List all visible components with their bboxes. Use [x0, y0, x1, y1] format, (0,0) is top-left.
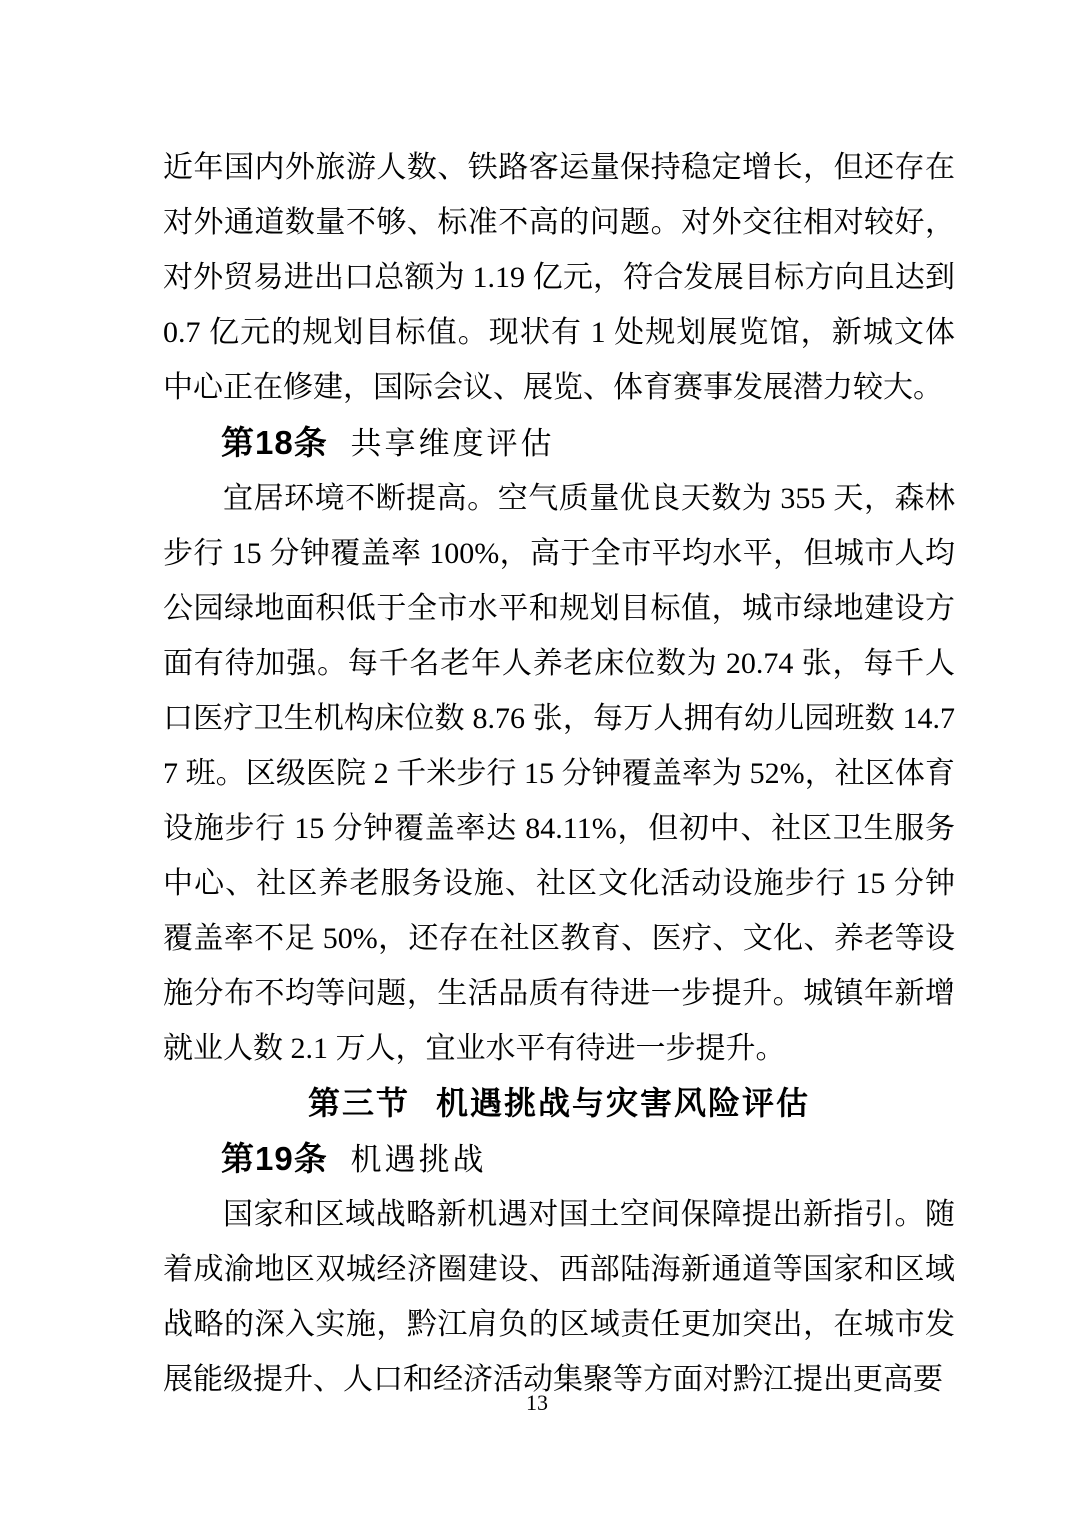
article-18-heading: [163, 415, 955, 471]
section-3-title: 机遇挑战与灾害风险评估: [436, 1085, 811, 1121]
paragraph-transport-trade-continuation: 近年国内外旅游人数、铁路客运量保持稳定增长，但还存在对外通道数量不够、标准不高的问题。对外交往相对较好，对外贸易进出口总额为 1.19 亿元，符合发展目标方向且达到 0.7 亿元的规划目标值。现状有 1 处规划展览馆，新城文体中心正在修建，国际会议、展览、体育赛事发展潜力较大。: [163, 151, 955, 404]
section-3-label: 第三节: [307, 1085, 410, 1121]
section-3-heading: [163, 1076, 955, 1131]
article-19-heading: [163, 1131, 955, 1187]
article-18-title: 共享维度评估: [350, 426, 555, 461]
text-column: [163, 140, 955, 1407]
article-18-label: 第18条: [221, 424, 328, 461]
paragraph-livability-assessment: 宜居环境不断提高。空气质量优良天数为 355 天，森林步行 15 分钟覆盖率 100%，高于全市平均水平，但城市人均公园绿地面积低于全市水平和规划目标值，城市绿地建设方面有待加强。每千名老年人养老床位数为 20.74 张，每千人口医疗卫生机构床位数 8.76 张，每万人拥有幼儿园班数 14.77 班。区级医院 2 千米步行 15 分钟覆盖率为 52%，社区体育设施步行 15 分钟覆盖率达 84.11%，但初中、社区卫生服务中心、社区养老服务设施、社区文化活动设施步行 15 分钟覆盖率不足 50%，还存在社区教育、医疗、文化、养老等设施分布不均等问题，生活品质有待进一步提升。城镇年新增就业人数 2.1 万人，宜业水平有待进一步提升。: [163, 482, 955, 1065]
paragraph-opportunities-challenges: 国家和区域战略新机遇对国土空间保障提出新指引。随着成渝地区双城经济圈建设、西部陆海新通道等国家和区域战略的深入实施，黔江肩负的区域责任更加突出，在城市发展能级提升、人口和经济活动集聚等方面对黔江提出更高要: [163, 1198, 955, 1396]
article-19-label: 第19条: [221, 1140, 328, 1177]
article-19-title: 机遇挑战: [350, 1142, 487, 1177]
page-number: 13: [526, 1390, 548, 1415]
